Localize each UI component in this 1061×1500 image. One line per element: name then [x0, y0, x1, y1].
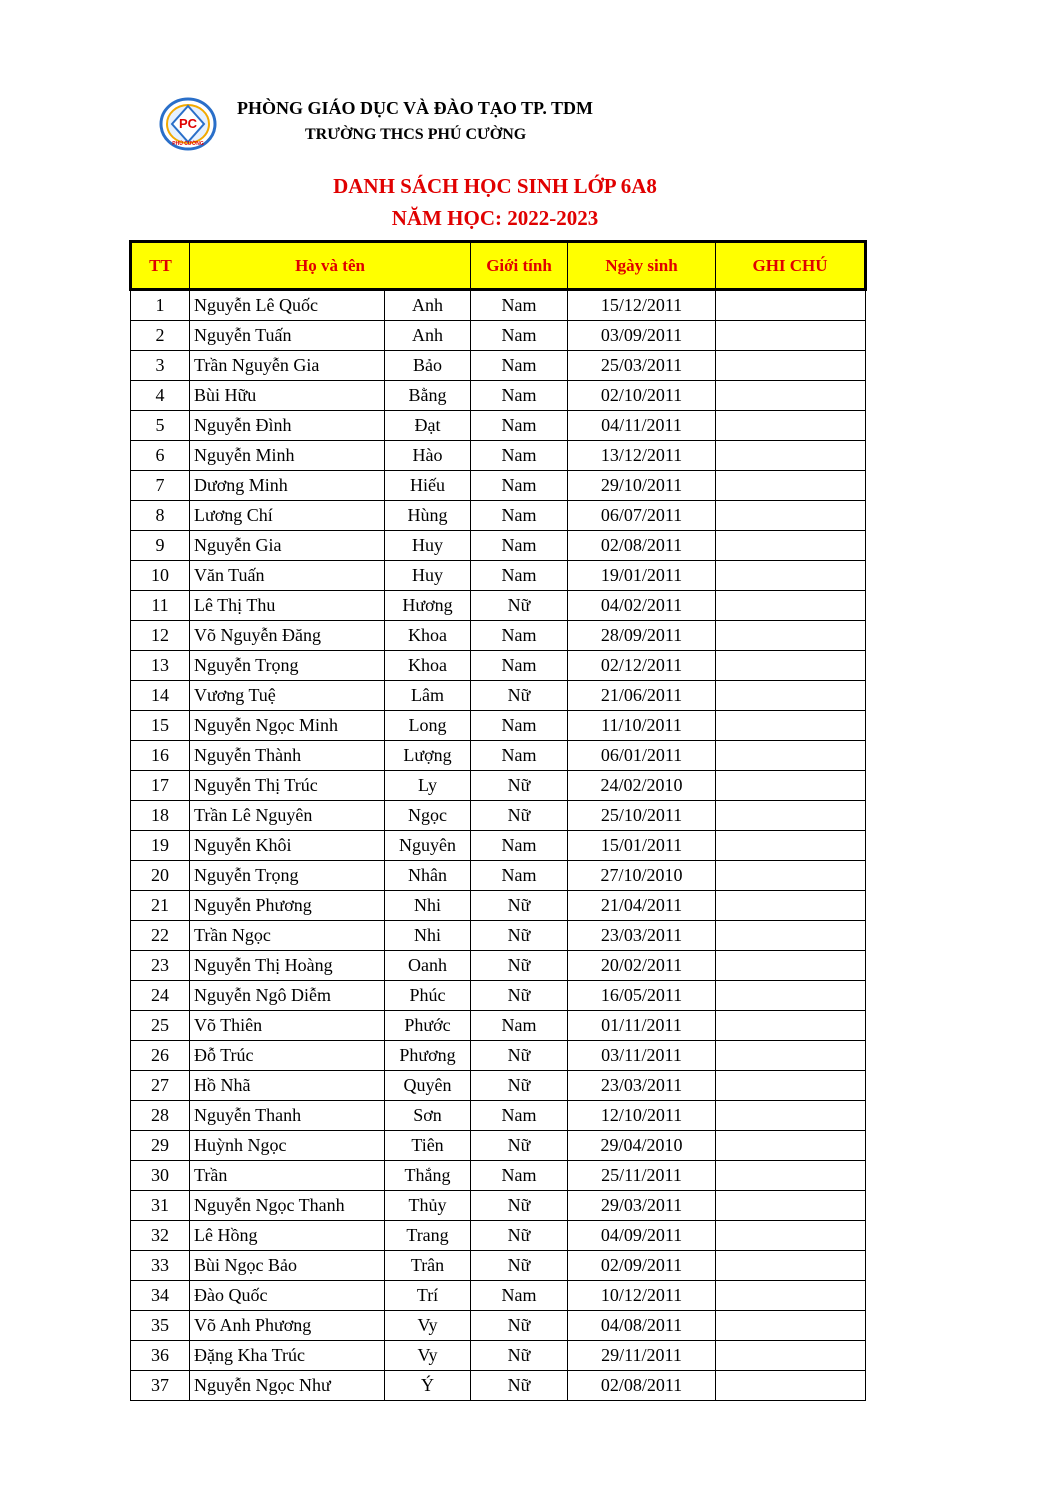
cell-tt: 19	[131, 831, 190, 861]
cell-gender: Nam	[471, 1011, 568, 1041]
cell-dob: 29/10/2011	[568, 471, 716, 501]
cell-tt: 25	[131, 1011, 190, 1041]
cell-tt: 36	[131, 1341, 190, 1371]
cell-gender: Nữ	[471, 1371, 568, 1401]
cell-note	[716, 441, 866, 471]
school-name: TRƯỜNG THCS PHÚ CƯỜNG	[305, 126, 527, 143]
cell-first-name: Đạt	[385, 411, 471, 441]
cell-dob: 04/11/2011	[568, 411, 716, 441]
cell-dob: 04/08/2011	[568, 1311, 716, 1341]
cell-dob: 01/11/2011	[568, 1011, 716, 1041]
cell-last-name: Bùi Ngọc Bảo	[190, 1251, 385, 1281]
school-logo	[159, 97, 217, 151]
cell-dob: 15/12/2011	[568, 290, 716, 321]
school-year: NĂM HỌC: 2022-2023	[391, 206, 599, 230]
cell-first-name: Nguyên	[385, 831, 471, 861]
cell-note	[716, 1011, 866, 1041]
cell-note	[716, 1131, 866, 1161]
cell-note	[716, 501, 866, 531]
cell-dob: 06/01/2011	[568, 741, 716, 771]
cell-dob: 02/12/2011	[568, 651, 716, 681]
cell-first-name: Nhi	[385, 921, 471, 951]
cell-gender: Nữ	[471, 591, 568, 621]
table-row	[131, 591, 866, 621]
cell-tt: 22	[131, 921, 190, 951]
department-name: PHÒNG GIÁO DỤC VÀ ĐÀO TẠO TP. TDM	[237, 98, 594, 118]
cell-last-name: Hồ Nhã	[190, 1071, 385, 1101]
cell-gender: Nữ	[471, 891, 568, 921]
cell-gender: Nữ	[471, 771, 568, 801]
cell-first-name: Vy	[385, 1341, 471, 1371]
cell-note	[716, 1251, 866, 1281]
cell-gender: Nam	[471, 831, 568, 861]
cell-first-name: Khoa	[385, 651, 471, 681]
cell-first-name: Huy	[385, 531, 471, 561]
cell-note	[716, 290, 866, 321]
cell-gender: Nữ	[471, 1221, 568, 1251]
cell-dob: 10/12/2011	[568, 1281, 716, 1311]
table-row	[131, 711, 866, 741]
cell-last-name: Trần Nguyễn Gia	[190, 351, 385, 381]
table-header-row	[131, 242, 866, 290]
cell-dob: 28/09/2011	[568, 621, 716, 651]
table-row	[131, 1071, 866, 1101]
cell-dob: 02/08/2011	[568, 531, 716, 561]
table-row	[131, 351, 866, 381]
cell-first-name: Nhi	[385, 891, 471, 921]
cell-tt: 13	[131, 651, 190, 681]
cell-note	[716, 921, 866, 951]
cell-dob: 25/10/2011	[568, 801, 716, 831]
cell-last-name: Nguyễn Thị Trúc	[190, 771, 385, 801]
cell-gender: Nữ	[471, 1191, 568, 1221]
cell-dob: 19/01/2011	[568, 561, 716, 591]
cell-last-name: Nguyễn Đình	[190, 411, 385, 441]
cell-tt: 8	[131, 501, 190, 531]
cell-last-name: Nguyễn Ngô Diễm	[190, 981, 385, 1011]
table-row	[131, 1131, 866, 1161]
student-table	[129, 240, 867, 1401]
cell-first-name: Hiếu	[385, 471, 471, 501]
cell-dob: 21/04/2011	[568, 891, 716, 921]
cell-gender: Nam	[471, 741, 568, 771]
cell-first-name: Sơn	[385, 1101, 471, 1131]
cell-tt: 10	[131, 561, 190, 591]
cell-first-name: Hương	[385, 591, 471, 621]
cell-tt: 31	[131, 1191, 190, 1221]
cell-gender: Nam	[471, 351, 568, 381]
cell-dob: 04/02/2011	[568, 591, 716, 621]
cell-note	[716, 1311, 866, 1341]
cell-note	[716, 381, 866, 411]
cell-note	[716, 591, 866, 621]
cell-tt: 14	[131, 681, 190, 711]
cell-note	[716, 321, 866, 351]
cell-dob: 29/11/2011	[568, 1341, 716, 1371]
cell-gender: Nam	[471, 501, 568, 531]
cell-note	[716, 1191, 866, 1221]
cell-tt: 21	[131, 891, 190, 921]
cell-dob: 24/02/2010	[568, 771, 716, 801]
cell-dob: 11/10/2011	[568, 711, 716, 741]
cell-last-name: Nguyễn Gia	[190, 531, 385, 561]
cell-tt: 33	[131, 1251, 190, 1281]
cell-gender: Nữ	[471, 1311, 568, 1341]
cell-last-name: Lê Hồng	[190, 1221, 385, 1251]
cell-tt: 34	[131, 1281, 190, 1311]
cell-tt: 30	[131, 1161, 190, 1191]
cell-dob: 15/01/2011	[568, 831, 716, 861]
cell-tt: 20	[131, 861, 190, 891]
cell-tt: 1	[131, 290, 190, 321]
cell-first-name: Bảo	[385, 351, 471, 381]
cell-gender: Nam	[471, 441, 568, 471]
table-row	[131, 321, 866, 351]
cell-dob: 29/04/2010	[568, 1131, 716, 1161]
cell-gender: Nam	[471, 561, 568, 591]
cell-note	[716, 411, 866, 441]
cell-dob: 06/07/2011	[568, 501, 716, 531]
cell-tt: 16	[131, 741, 190, 771]
cell-gender: Nam	[471, 471, 568, 501]
cell-last-name: Vương Tuệ	[190, 681, 385, 711]
cell-first-name: Phúc	[385, 981, 471, 1011]
cell-first-name: Phước	[385, 1011, 471, 1041]
cell-note	[716, 951, 866, 981]
cell-last-name: Nguyễn Thành	[190, 741, 385, 771]
table-body	[131, 290, 866, 1401]
cell-dob: 02/09/2011	[568, 1251, 716, 1281]
cell-first-name: Anh	[385, 321, 471, 351]
cell-gender: Nam	[471, 1161, 568, 1191]
cell-last-name: Trần Lê Nguyên	[190, 801, 385, 831]
cell-tt: 26	[131, 1041, 190, 1071]
col-header-note: GHI CHÚ	[716, 242, 866, 290]
cell-dob: 03/11/2011	[568, 1041, 716, 1071]
cell-first-name: Huy	[385, 561, 471, 591]
cell-gender: Nam	[471, 711, 568, 741]
cell-gender: Nữ	[471, 1041, 568, 1071]
table-row	[131, 1161, 866, 1191]
table-row	[131, 951, 866, 981]
cell-first-name: Ý	[385, 1371, 471, 1401]
cell-last-name: Nguyễn Ngọc Như	[190, 1371, 385, 1401]
cell-gender: Nữ	[471, 1071, 568, 1101]
cell-last-name: Nguyễn Thị Hoàng	[190, 951, 385, 981]
table-row	[131, 441, 866, 471]
cell-last-name: Trần	[190, 1161, 385, 1191]
cell-dob: 16/05/2011	[568, 981, 716, 1011]
cell-first-name: Tiên	[385, 1131, 471, 1161]
cell-first-name: Trí	[385, 1281, 471, 1311]
cell-dob: 13/12/2011	[568, 441, 716, 471]
cell-tt: 35	[131, 1311, 190, 1341]
cell-tt: 15	[131, 711, 190, 741]
table-row	[131, 1041, 866, 1071]
table-row	[131, 891, 866, 921]
table-row	[131, 1251, 866, 1281]
cell-dob: 25/03/2011	[568, 351, 716, 381]
cell-gender: Nam	[471, 411, 568, 441]
table-row	[131, 1221, 866, 1251]
cell-gender: Nữ	[471, 801, 568, 831]
table-row	[131, 921, 866, 951]
cell-last-name: Đặng Kha Trúc	[190, 1341, 385, 1371]
table-row	[131, 381, 866, 411]
table-row	[131, 621, 866, 651]
cell-last-name: Nguyễn Thanh	[190, 1101, 385, 1131]
table-row	[131, 1311, 866, 1341]
table-row	[131, 861, 866, 891]
table-row	[131, 1191, 866, 1221]
cell-dob: 02/10/2011	[568, 381, 716, 411]
cell-note	[716, 831, 866, 861]
cell-tt: 12	[131, 621, 190, 651]
logo-text: PC	[178, 116, 198, 131]
table-row	[131, 1341, 866, 1371]
cell-tt: 17	[131, 771, 190, 801]
cell-last-name: Dương Minh	[190, 471, 385, 501]
logo-subtext: PHÚ CƯỜNG	[172, 141, 204, 147]
cell-dob: 03/09/2011	[568, 321, 716, 351]
cell-gender: Nam	[471, 1281, 568, 1311]
table-row	[131, 801, 866, 831]
cell-first-name: Lâm	[385, 681, 471, 711]
cell-last-name: Nguyễn Ngọc Minh	[190, 711, 385, 741]
cell-note	[716, 1341, 866, 1371]
table-row	[131, 981, 866, 1011]
cell-note	[716, 1161, 866, 1191]
table-row	[131, 471, 866, 501]
cell-first-name: Thủy	[385, 1191, 471, 1221]
col-header-tt: TT	[131, 242, 190, 290]
cell-last-name: Nguyễn Ngọc Thanh	[190, 1191, 385, 1221]
cell-tt: 7	[131, 471, 190, 501]
cell-note	[716, 1281, 866, 1311]
cell-note	[716, 1371, 866, 1401]
col-header-name: Họ và tên	[190, 242, 471, 290]
cell-last-name: Nguyễn Trọng	[190, 651, 385, 681]
cell-first-name: Oanh	[385, 951, 471, 981]
cell-note	[716, 891, 866, 921]
cell-note	[716, 651, 866, 681]
cell-first-name: Vy	[385, 1311, 471, 1341]
cell-note	[716, 561, 866, 591]
cell-note	[716, 1071, 866, 1101]
cell-note	[716, 681, 866, 711]
cell-gender: Nữ	[471, 981, 568, 1011]
cell-last-name: Văn Tuấn	[190, 561, 385, 591]
cell-gender: Nam	[471, 321, 568, 351]
cell-dob: 20/02/2011	[568, 951, 716, 981]
cell-tt: 18	[131, 801, 190, 831]
table-row	[131, 681, 866, 711]
cell-tt: 2	[131, 321, 190, 351]
cell-tt: 27	[131, 1071, 190, 1101]
cell-dob: 25/11/2011	[568, 1161, 716, 1191]
cell-gender: Nữ	[471, 1251, 568, 1281]
cell-first-name: Nhân	[385, 861, 471, 891]
cell-dob: 23/03/2011	[568, 921, 716, 951]
table-row	[131, 831, 866, 861]
cell-gender: Nam	[471, 290, 568, 321]
cell-first-name: Bằng	[385, 381, 471, 411]
table-row	[131, 1281, 866, 1311]
cell-tt: 5	[131, 411, 190, 441]
cell-last-name: Nguyễn Phương	[190, 891, 385, 921]
cell-first-name: Long	[385, 711, 471, 741]
cell-dob: 12/10/2011	[568, 1101, 716, 1131]
col-header-gender: Giới tính	[471, 242, 568, 290]
cell-gender: Nam	[471, 381, 568, 411]
cell-first-name: Lượng	[385, 741, 471, 771]
cell-last-name: Nguyễn Lê Quốc	[190, 290, 385, 321]
cell-last-name: Nguyễn Trọng	[190, 861, 385, 891]
cell-last-name: Nguyễn Khôi	[190, 831, 385, 861]
table-row	[131, 1371, 866, 1401]
cell-first-name: Trang	[385, 1221, 471, 1251]
document-title: DANH SÁCH HỌC SINH LỚP 6A8	[333, 174, 657, 198]
cell-tt: 29	[131, 1131, 190, 1161]
cell-gender: Nữ	[471, 1341, 568, 1371]
cell-first-name: Anh	[385, 290, 471, 321]
cell-last-name: Nguyễn Minh	[190, 441, 385, 471]
cell-note	[716, 1041, 866, 1071]
cell-note	[716, 711, 866, 741]
cell-note	[716, 981, 866, 1011]
cell-gender: Nam	[471, 651, 568, 681]
table-row	[131, 290, 866, 321]
cell-tt: 37	[131, 1371, 190, 1401]
col-header-dob: Ngày sinh	[568, 242, 716, 290]
cell-dob: 02/08/2011	[568, 1371, 716, 1401]
cell-dob: 04/09/2011	[568, 1221, 716, 1251]
cell-tt: 4	[131, 381, 190, 411]
cell-first-name: Quyên	[385, 1071, 471, 1101]
cell-last-name: Lê Thị Thu	[190, 591, 385, 621]
cell-note	[716, 351, 866, 381]
table-row	[131, 411, 866, 441]
cell-note	[716, 861, 866, 891]
cell-dob: 21/06/2011	[568, 681, 716, 711]
cell-first-name: Thắng	[385, 1161, 471, 1191]
cell-last-name: Võ Nguyễn Đăng	[190, 621, 385, 651]
cell-note	[716, 741, 866, 771]
cell-note	[716, 771, 866, 801]
cell-dob: 23/03/2011	[568, 1071, 716, 1101]
cell-first-name: Ngọc	[385, 801, 471, 831]
cell-last-name: Võ Anh Phương	[190, 1311, 385, 1341]
cell-gender: Nữ	[471, 951, 568, 981]
cell-gender: Nam	[471, 621, 568, 651]
cell-tt: 28	[131, 1101, 190, 1131]
cell-note	[716, 801, 866, 831]
cell-tt: 23	[131, 951, 190, 981]
cell-first-name: Phương	[385, 1041, 471, 1071]
table-row	[131, 531, 866, 561]
cell-last-name: Nguyễn Tuấn	[190, 321, 385, 351]
cell-gender: Nam	[471, 1101, 568, 1131]
cell-gender: Nam	[471, 531, 568, 561]
cell-note	[716, 531, 866, 561]
cell-note	[716, 1221, 866, 1251]
table-row	[131, 741, 866, 771]
cell-note	[716, 1101, 866, 1131]
cell-tt: 3	[131, 351, 190, 381]
cell-tt: 32	[131, 1221, 190, 1251]
table-row	[131, 501, 866, 531]
table-row	[131, 1011, 866, 1041]
cell-last-name: Đỗ Trúc	[190, 1041, 385, 1071]
cell-tt: 9	[131, 531, 190, 561]
cell-dob: 29/03/2011	[568, 1191, 716, 1221]
cell-last-name: Võ Thiên	[190, 1011, 385, 1041]
table-row	[131, 651, 866, 681]
cell-first-name: Trân	[385, 1251, 471, 1281]
cell-tt: 24	[131, 981, 190, 1011]
cell-first-name: Khoa	[385, 621, 471, 651]
cell-note	[716, 621, 866, 651]
cell-tt: 11	[131, 591, 190, 621]
cell-last-name: Đào Quốc	[190, 1281, 385, 1311]
cell-last-name: Huỳnh Ngọc	[190, 1131, 385, 1161]
table-row	[131, 561, 866, 591]
cell-tt: 6	[131, 441, 190, 471]
cell-note	[716, 471, 866, 501]
cell-gender: Nam	[471, 861, 568, 891]
cell-first-name: Hào	[385, 441, 471, 471]
cell-first-name: Hùng	[385, 501, 471, 531]
cell-gender: Nữ	[471, 1131, 568, 1161]
cell-dob: 27/10/2010	[568, 861, 716, 891]
cell-gender: Nữ	[471, 681, 568, 711]
table-row	[131, 1101, 866, 1131]
table-row	[131, 771, 866, 801]
cell-first-name: Ly	[385, 771, 471, 801]
cell-last-name: Bùi Hữu	[190, 381, 385, 411]
cell-last-name: Lương Chí	[190, 501, 385, 531]
cell-last-name: Trần Ngọc	[190, 921, 385, 951]
cell-gender: Nữ	[471, 921, 568, 951]
